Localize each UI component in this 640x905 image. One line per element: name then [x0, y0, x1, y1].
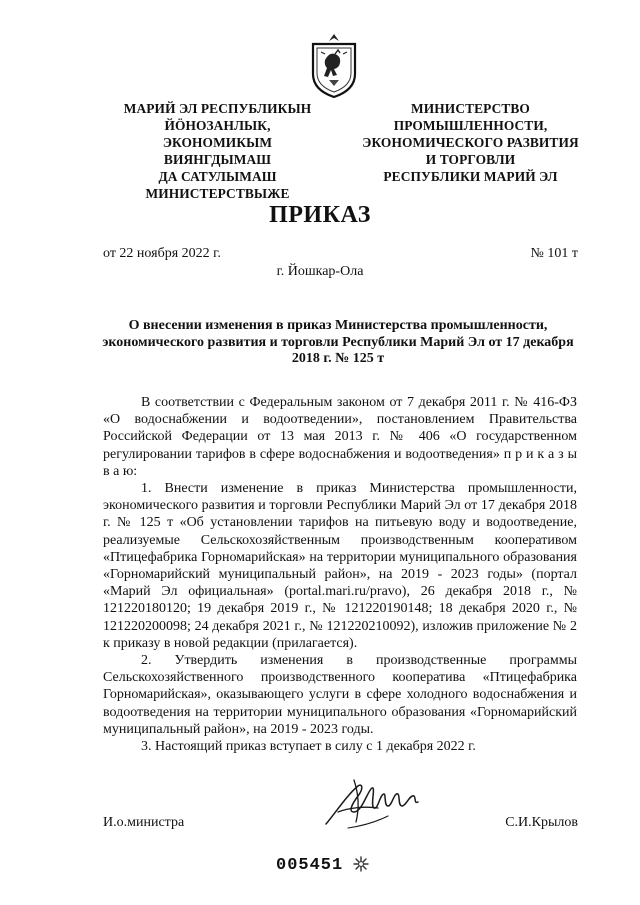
header-right-line: МИНИСТЕРСТВО	[411, 101, 530, 116]
header-left-line: МИНИСТЕРСТВЫЖЕ	[145, 186, 290, 201]
header-right-block	[358, 100, 583, 185]
coat-of-arms-icon	[305, 30, 363, 100]
header-left-line: ЙӦНОЗАНЛЫК, ЭКОНОМИКЫМ	[162, 118, 273, 150]
body-paragraph: 2. Утвердить изменения в производственные программы Сельскохозяйственного производственного кооператива «Птицефабрика Горномарийская», оказывающего услуги в сфере холодного водоснабжения и водоотведения на территории муниципального образования «Горномарийский муниципальный район», на 2019 - 2023 годы.	[103, 653, 577, 737]
document-body	[103, 394, 577, 755]
asterisk-stamp-icon	[352, 855, 370, 873]
document-city: г. Йошкар-Ола	[276, 264, 364, 279]
header-right-line: И ТОРГОВЛИ	[425, 152, 516, 167]
document-subject: О внесении изменения в приказ Министерства промышленности, экономического развития и торговли Республики Марий Эл от 17 декабря 2018 г. № 125 т	[102, 318, 574, 366]
header-left-line: ВИЯНГДЫМАШ	[163, 152, 272, 167]
handwritten-signature-icon	[318, 772, 438, 834]
document-date: от 22 ноября 2022 г.	[103, 246, 221, 261]
header-right-line: ПРОМЫШЛЕННОСТИ,	[393, 118, 548, 133]
document-title: ПРИКАЗ	[269, 202, 371, 228]
body-paragraph: 1. Внести изменение в приказ Министерства промышленности, экономического развития и торговли Республики Марий Эл от 17 декабря 2018 г. № 125 т «Об установлении тарифов на питьевую воду и водоотведение, реализуемые Сельскохозяйственным производственным кооперативом «Птицефабрика Горномарийская» на территории муниципального образования «Горномарийский муниципальный район», на 2019 - 2023 годы» (портал «Марий Эл официальная» (portal.mari.ru/pravo), 26 декабря 2018 г., № 121220180120; 19 декабря 2019 г., № 121220190148; 18 декабря 2020 г., № 121220200098; 24 декабря 2021 г., № 121220210092), изложив приложение № 2 к приказу в новой редакции (прилагается).	[103, 481, 577, 651]
header-left-line: ДА САТУЛЫМАШ	[158, 169, 277, 184]
body-paragraph: 3. Настоящий приказ вступает в силу с 1 декабря 2022 г.	[141, 739, 476, 755]
document-number: № 101 т	[530, 246, 578, 261]
header-right-line: РЕСПУБЛИКИ МАРИЙ ЭЛ	[383, 169, 558, 184]
signatory-name: С.И.Крылов	[505, 815, 578, 830]
serial-number: 005451	[276, 856, 344, 875]
signatory-position: И.о.министра	[103, 815, 185, 830]
header-left-line: МАРИЙ ЭЛ РЕСПУБЛИКЫН	[123, 101, 312, 116]
body-paragraph: В соответствии с Федеральным законом от 7 декабря 2011 г. № 416-ФЗ «О водоснабжении и водоотведении», постановлением Правительства Российской Федерации от 13 мая 2013 г. № 406 «О государственном регулировании тарифов в сфере водоснабжения и водоотведения» п р и к а з ы в а ю:	[103, 395, 577, 479]
header-right-line: ЭКОНОМИЧЕСКОГО РАЗВИТИЯ	[362, 135, 579, 150]
header-left-block	[110, 100, 325, 202]
